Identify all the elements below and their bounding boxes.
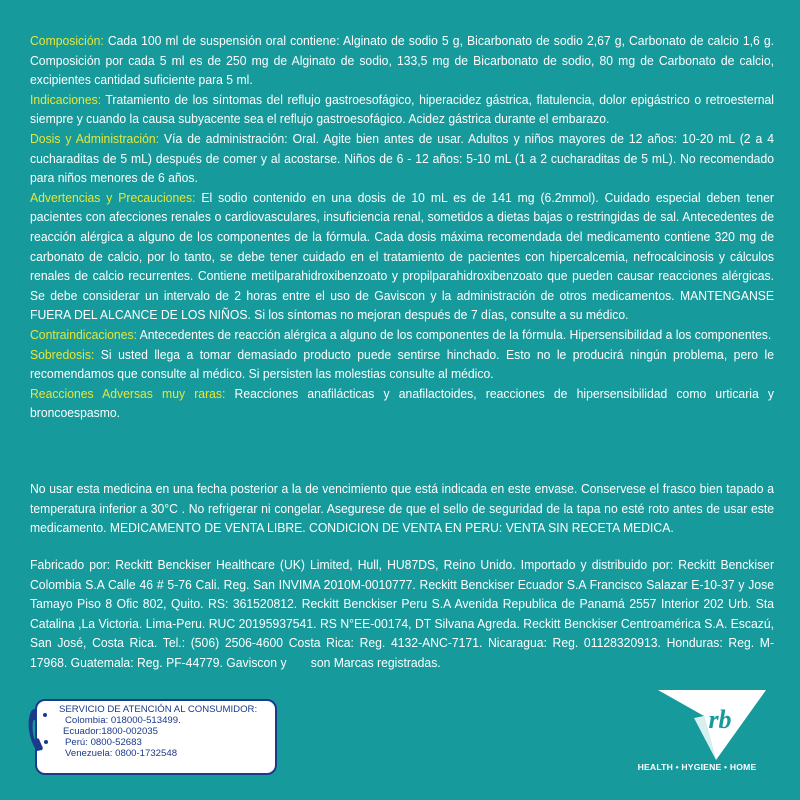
section-heading: Sobredosis: — [30, 346, 95, 362]
service-line-venezuela: Venezuela: 0800-1732548 — [65, 748, 178, 759]
section-sobredosis — [30, 345, 774, 384]
section-heading: Reacciones Adversas muy raras: — [30, 385, 226, 401]
service-line-colombia: Colombia: 018000-513499. — [65, 715, 181, 726]
section-text: Tratamiento de los síntomas del reflujo gastroesofágico, hiperacidez gástrica, flatulencia, dolor epigástrico o retroesternal siempre y cuando la causa subyacente sea el reflujo gastroesofágico. Acidez gástrica durante el embarazo. — [30, 91, 775, 127]
rb-logo — [656, 688, 768, 762]
consumer-service-box — [35, 699, 277, 775]
section-advertencias — [30, 188, 774, 325]
section-text: El sodio contenido en una dosis de 10 mL es de 141 mg (6.2mmol). Cuidado especial deben tener pacientes con afecciones renales o cardiovasculares, insuficiencia renal, sometidos a dietas bajas o restringidas de sal. Antecedentes de reacción alérgica a alguno de los componentes de la fórmula. Cada dosis máxima recomendada del medicamento contiene 320 mg de carbonato de calcio, por lo tanto, se debe tener cuidado en el tratamiento de pacientes con hipercalcemia, nefrocalcinosis y cálculos renales de calcio recurrentes. Contiene metilparahidroxibenzoato y propilparahidroxibenzoato que pueden causar reacciones alérgicas. Se debe considerar un intervalo de 2 horas entre el uso de Gaviscon y la administración de otros medicamentos. MANTENGANSE FUERA DEL ALCANCE DE LOS NIÑOS. Si los síntomas no mejoran después de 7 días, consulte a su médico. — [30, 189, 774, 323]
section-text: Reacciones anafilácticas y anafilactoides, reacciones de hipersensibilidad como urticaria y broncoespasmo. — [30, 385, 774, 421]
manufacturer-text: Fabricado por: Reckitt Benckiser Healthcare (UK) Limited, Hull, HU87DS, Reino Unido. Importado y distribuido por: Reckitt Benckiser Colombia S.A Calle 46 # 5-76 Cali. Reg. San INVIMA 2010M-0010777. Reckitt Benckiser Ecuador S.A Francisco Salazar E-10-37 y Jose Tamayo Piso 8 Ofic 802, Quito. RS: 361520812. Reckitt Benckiser Peru S.A Avenida Republica de Panamá 2557 Interior 202 Urb. Sta Catalina ,La Victoria. Lima-Peru. RUC 20195937541. RS N°EE-00174, DT Silvana Agreda. Reckitt Benckiser Centroamérica S.A. Escazú, San José, Costa Rica. Tel.: (506) 2506-4600 Costa Rica: Reg. 4132-ANC-7171. Nicaragua: Reg. 01128320913. Honduras: Reg. M-17968. Guatemala: Reg. PF-44779. Gaviscon y — [30, 557, 774, 670]
phone-icon — [27, 706, 53, 754]
section-dosis — [30, 129, 774, 188]
service-line-ecuador: Ecuador:1800-002035 — [63, 726, 158, 737]
section-heading: Contraindicaciones: — [30, 326, 137, 342]
section-text: Cada 100 ml de suspensión oral contiene: Alginato de sodio 5 g, Bicarbonato de sodio 2,67 g, Carbonato de calcio 1,6 g. Composición por cada 5 ml es de 250 mg de Alginato de sodio, 133,5 mg de Bicarbonato de sodio, 80 mg de Carbonato de calcio, excipientes cantidad suficiente para 5 ml. — [30, 33, 775, 88]
section-text: Vía de administración: Oral. Agite bien antes de usar. Adultos y niños mayores de 12 años: 10-20 mL (2 a 4 cucharaditas de 5 mL) después de comer y al acostarse. Niños de 6 - 12 años: 5-10 mL (1 a 2 cucharaditas de 5 mL). No recomendado para niños menores de 6 años. — [30, 130, 775, 186]
section-text: Antecedentes de reacción alérgica a alguno de los componentes de la fórmula. Hipersensibilidad a los componentes. — [136, 326, 772, 342]
section-reacciones — [30, 384, 774, 423]
storage-notice: No usar esta medicina en una fecha posterior a la de vencimiento que está indicada en este envase. Conservese el frasco bien tapado a temperatura inferior a 30°C . No refrigerar ni congelar. Asegurese de que el sello de seguridad de la tapa no esté roto antes de usar este medicamento. MEDICAMENTO DE VENTA LIBRE. CONDICION DE VENTA EN PERU: VENTA SIN RECETA MEDICA. — [30, 481, 774, 536]
section-composicion — [30, 31, 774, 90]
manufacturer-info — [30, 555, 774, 673]
section-heading: Dosis y Administración: — [30, 130, 160, 146]
service-line-peru: Perú: 0800-52683 — [65, 737, 142, 748]
rb-tagline: HEALTH • HYGIENE • HOME — [637, 762, 757, 772]
product-information — [30, 31, 774, 423]
section-indicaciones — [30, 90, 774, 129]
section-text: Si usted llega a tomar demasiado producto puede sentirse hinchado. Esto no le producirá ningún problema, pero le recomendamos que consulte al médico. Si persisten las molestias consulte al médico. — [30, 346, 775, 382]
trademark-text: son Marcas registradas. — [310, 654, 441, 670]
section-heading: Indicaciones: — [30, 91, 102, 107]
rb-lettering: rb — [708, 705, 732, 734]
section-heading: Advertencias y Precauciones: — [30, 189, 196, 205]
section-contraindicaciones — [30, 325, 774, 345]
service-title: SERVICIO DE ATENCIÓN AL CONSUMIDOR: — [59, 704, 258, 715]
section-heading: Composición: — [30, 33, 104, 48]
